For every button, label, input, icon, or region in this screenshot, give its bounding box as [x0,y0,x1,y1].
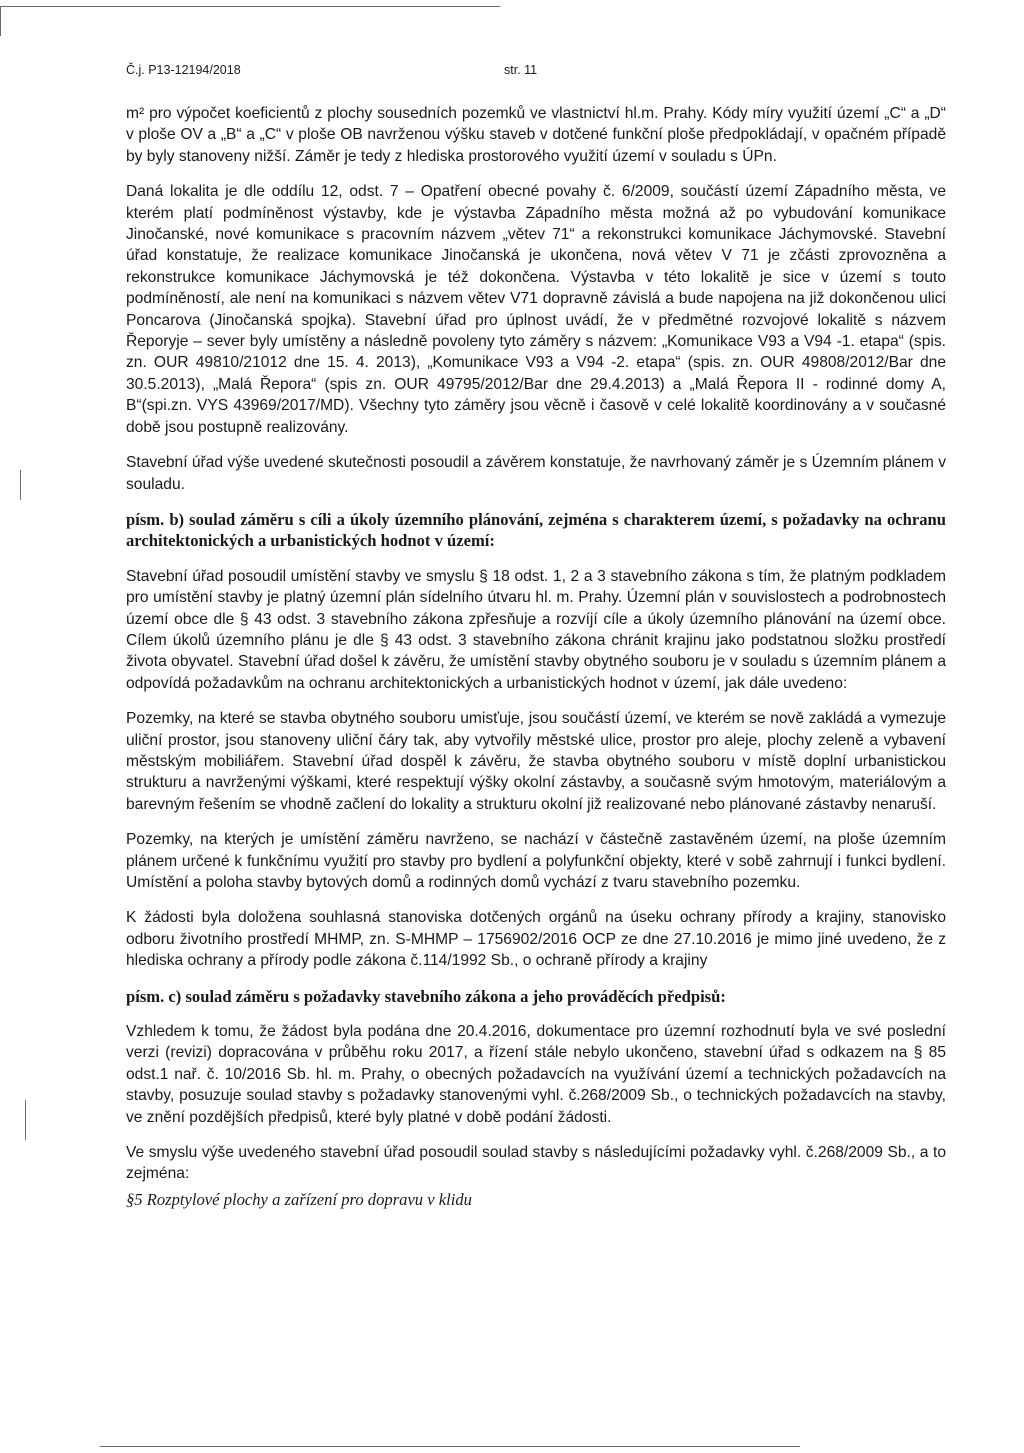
paragraph-ofpn: m² pro výpočet koeficientů z plochy sousedních pozemků ve vlastnictví hl.m. Prahy. Kódy míry využití území „C“ a „D“ v ploše OV a „B“ a „C“ v ploše OB navrženou výšku staveb v dotčené funkční ploše předpokládají, v opačném případě by byly stanoveny nižší. Záměr je tedy z hlediska prostorového využití území v souladu s ÚPn. [126,105,946,165]
page-number: str. 11 [504,63,538,77]
scan-artifact-left-margin [20,470,21,500]
paragraph-conclusion: Stavební úřad výše uvedené skutečnosti posoudil a závěrem konstatuje, že navrhovaný záměr je s Územním plánem v souladu. [126,454,946,493]
scan-artifact-top-line [0,6,500,7]
section-c-paragraph: Vzhledem k tomu, že žádost byla podána dne 20.4.2016, dokumentace pro územní rozhodnutí byla ve své poslední verzi (revizi) dopracována v průběhu roku 2017, a řízení stále nebylo ukončeno, stavební úřad s odkazem na § 85 odst.1 nař. č. 10/2016 Sb. hl. m. Prahy, o obecných požadavcích na využívání území a technických požadavcích na stavby, posuzuje soulad stavby s požadavky stanovenými vyhl. č.268/2009 Sb., o technických požadavcích na stavby, ve znění pozdějších předpisů, které byly platné v době podání žádosti. [126,1023,946,1126]
section-b-paragraph: Pozemky, na kterých je umístění záměru navrženo, se nachází v částečně zastavěném území, na ploše územním plánem určené k funkčnímu využití pro stavby pro bydlení a polyfunkční objekty, které v sobě zahrnují i funkci bydlení. Umístění a poloha stavby bytových domů a rodinných domů vychází z tvaru stavebního pozemku. [126,831,946,891]
scan-artifact-bottom-line [100,1446,800,1447]
section-c-heading: písm. c) soulad záměru s požadavky stavebního zákona a jeho prováděcích předpisů: [126,986,726,1006]
section-b-heading: písm. b) soulad záměru s cíli a úkoly územního plánování, zejména s charakterem území, s požadavky na ochranu architektonických a urbanistických hodnot v území: [126,509,946,551]
scan-artifact-left-margin-2 [25,1100,26,1140]
paragraph-section-title: §5 Rozptylové plochy a zařízení pro dopravu v klidu [126,1189,472,1209]
document-body [126,103,946,1210]
section-b-paragraph: Pozemky, na které se stavba obytného souboru umisťuje, jsou součástí území, ve kterém se nově zakládá a vymezuje uliční prostor, jsou stanoveny uliční čáry tak, aby vytvořily městské ulice, prostor pro aleje, plochy zeleně a vybavení městským mobiliářem. Stavební úřad dospěl k závěru, že stavba obytného souboru v místě doplní urbanistickou strukturu a navrženými výškami, které respektují výšky okolní zástavby, a současně svým hmotovým, materiálovým a barevným řešením se vhodně začlení do lokality a strukturu okolní již realizované nebo plánované zástavby nenaruší. [126,710,946,813]
scan-artifact-left-edge [0,6,1,36]
case-reference: Č.j. P13-12194/2018 [126,63,241,77]
paragraph-locality: Daná lokalita je dle oddílu 12, odst. 7 – Opatření obecné povahy č. 6/2009, součástí území Západního města, ve kterém platí podmíněnost výstavby, kde je výstavba Západního města možná až po vybudování komunikace Jinočanské, nové komunikace s pracovním názvem „větev 71“ a rekonstrukci komunikace Jáchymovské. Stavební úřad konstatuje, že realizace komunikace Jinočanská je ukončena, nová větev V 71 je zčásti zprovozněna a rekonstrukce komunikace Jáchymovská je též dokončena. Výstavba v této lokalitě je sice v území s touto podmíněností, ale není na komunikaci s názvem větev V71 dopravně závislá a bude napojena na již dokončenou ulici Poncarova (Jinočanská spojka). Stavební úřad pro úplnost uvádí, že v předmětné rozvojové lokalitě s názvem Řeporyje – sever byly umístěny a následně povoleny tyto záměry s názvem: „Komunikace V93 a V94 -1. etapa“ (spis. zn. OUR 49810/21012 dne 15. 4. 2013), „Komunikace V93 a V94 -2. etapa“ (spis. zn. OUR 49808/2012/Bar dne 30.5.2013), „Malá Řepora“ (spis zn. OUR 49795/2012/Bar dne 29.4.2013) a „Malá Řepora II - rodinné domy A, B“(spi.zn. VYS 43969/2017/MD). Všechny tyto záměry jsou věcně i časově v celé lokalitě koordinovány a v současné době jsou postupně realizovány. [126,183,946,436]
section-b-paragraph: Stavební úřad posoudil umístění stavby ve smyslu § 18 odst. 1, 2 a 3 stavebního zákona s tím, že platným podkladem pro umístění stavby je platný územní plán sídelního útvaru hl. m. Prahy. Územní plán v souvislostech a podrobnostech území obce dle § 43 odst. 3 stavebního zákona zpřesňuje a rozvíjí cíle a úkoly územního plánování na území obce. Cílem úkolů územního plánu je dle § 43 odst. 3 stavebního zákona chránit krajinu jako podstatnou složku prostředí života obyvatel. Stavební úřad došel k závěru, že umístění stavby obytného souboru je v souladu s územním plánem a odpovídá požadavkům na ochranu architektonických a urbanistických hodnot v území, jak dále uvedeno: [126,567,946,692]
section-c-paragraph: Ve smyslu výše uvedeného stavební úřad posoudil soulad stavby s následujícími požadavky vyhl. č.268/2009 Sb., a to zejména: [126,1144,946,1183]
section-b-paragraph: K žádosti byla doložena souhlasná stanoviska dotčených orgánů na úseku ochrany přírody a krajiny, stanovisko odboru životního prostředí MHMP, zn. S-MHMP – 1756902/2016 OCP ze dne 27.10.2016 je mimo jiné uvedeno, že z hlediska ochrany a přírody podle zákona č.114/1992 Sb., o ochraně přírody a krajiny [126,909,946,970]
